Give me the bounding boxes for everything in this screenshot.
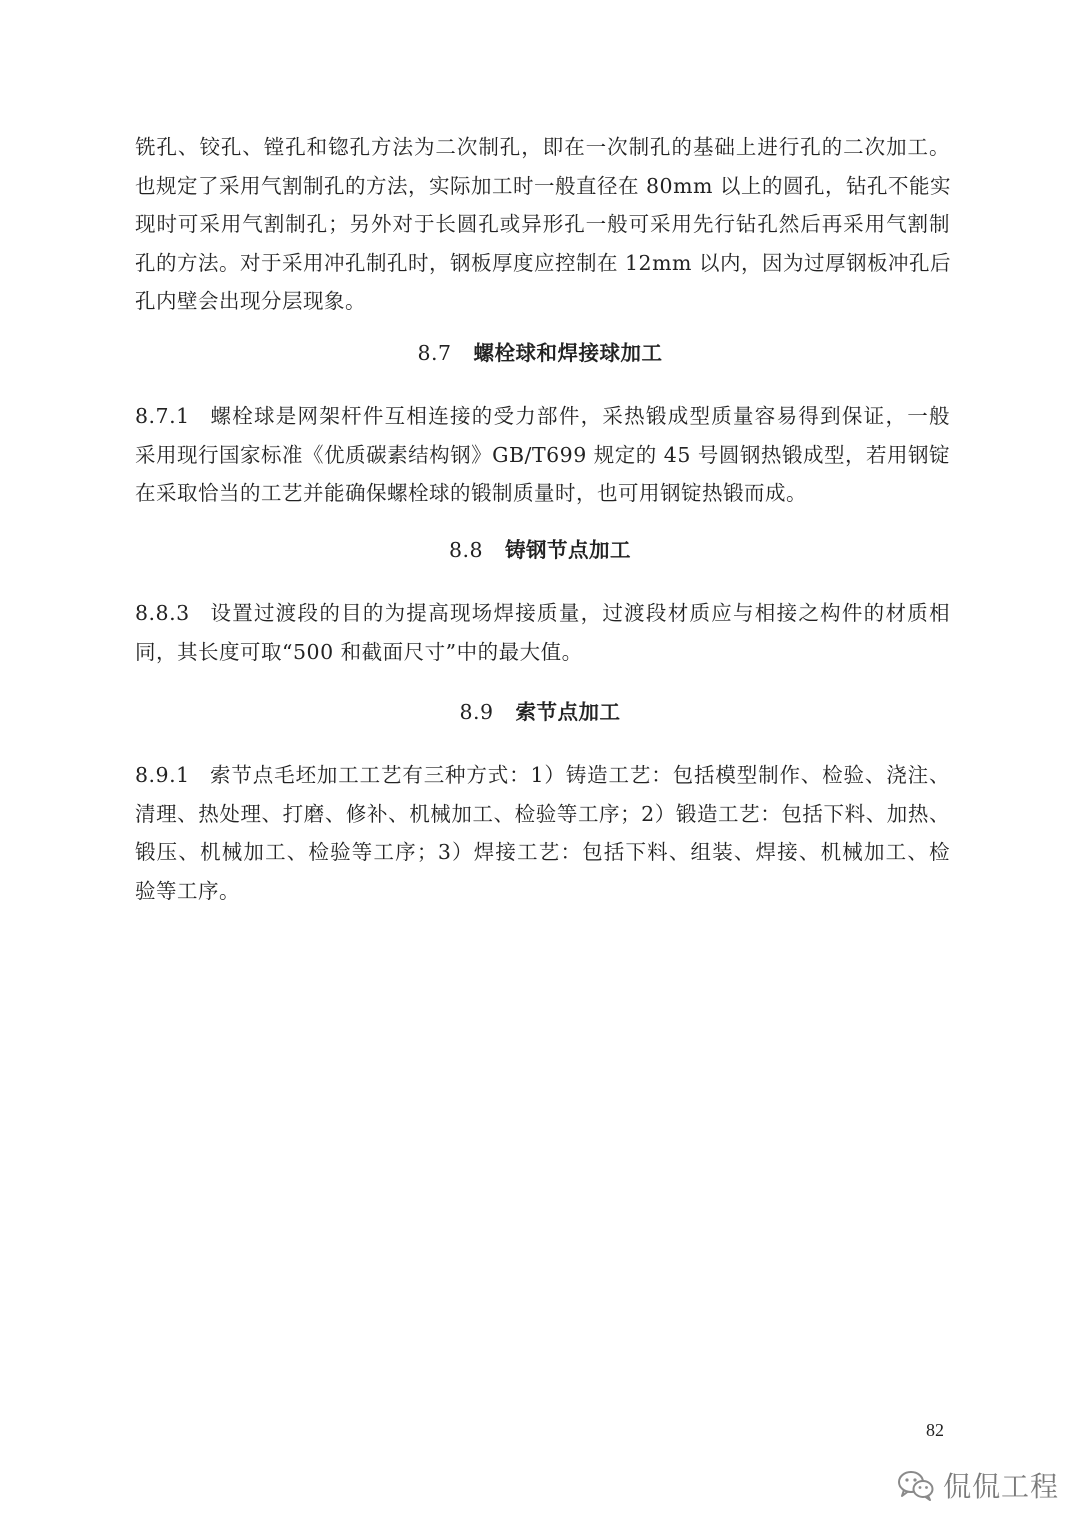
watermark: [897, 1465, 1059, 1505]
paragraph-line: 孔内壁会出现分层现象。: [135, 289, 366, 313]
paragraph-8-7-1: [135, 397, 950, 513]
paragraph-line: 清理、热处理、打磨、修补、机械加工、检验等工序；2）锻造工艺：包括下料、加热、: [135, 801, 950, 826]
paragraph-line: [135, 594, 950, 633]
paragraph-line: 孔的方法。对于采用冲孔制孔时，钢板厚度应控制在 12mm 以内，因为过厚钢板冲孔后: [135, 250, 951, 275]
section-number: 8.8: [448, 538, 484, 562]
paragraph-line: 也规定了采用气割制孔的方法，实际加工时一般直径在 80mm 以上的圆孔，钻孔不能实: [135, 173, 951, 198]
paragraph-number: 8.8.3: [135, 601, 190, 625]
section-heading-8-8: [0, 535, 1080, 565]
paragraph-line: 现时可采用气割制孔；另外对于长圆孔或异形孔一般可采用先行钻孔然后再采用气割制: [135, 212, 950, 236]
section-number: 8.9: [459, 700, 494, 724]
section-number: 8.7: [417, 341, 452, 365]
paragraph-line: 验等工序。: [135, 878, 240, 903]
page-number: 82: [926, 1420, 944, 1440]
paragraph-line: 锻压、机械加工、检验等工序；3）焊接工艺：包括下料、组装、焊接、机械加工、检: [135, 840, 950, 864]
section-heading-8-7: [0, 338, 1080, 368]
paragraph-line: 采用现行国家标准《优质碳素结构钢》GB/T699 规定的 45 号圆钢热锻成型，若用钢锭: [135, 442, 950, 467]
paragraph-line: 在采取恰当的工艺并能确保螺栓球的锻制质量时，也可用钢锭热锻而成。: [135, 481, 807, 505]
paragraph-8-9-1: [135, 756, 950, 910]
paragraph-text: 索节点毛坯加工工艺有三种方式：1）铸造工艺：包括模型制作、检验、浇注、: [209, 763, 950, 787]
paragraph-text: 螺栓球是网架杆件互相连接的受力部件，采热锻成型质量容易得到保证，一般: [209, 404, 950, 428]
paragraph-line: [135, 756, 950, 795]
section-title: 铸钢节点加工: [505, 538, 632, 562]
paragraph-line: 同，其长度可取“500 和截面尺寸”中的最大值。: [135, 639, 583, 664]
paragraph-number: 8.9.1: [135, 763, 190, 787]
paragraph-line: [135, 397, 950, 436]
watermark-text: 侃侃工程: [943, 1470, 1060, 1503]
paragraph-line: 铣孔、铰孔、镗孔和锪孔方法为二次制孔，即在一次制孔的基础上进行孔的二次加工。: [135, 135, 950, 159]
section-heading-8-9: [0, 697, 1080, 727]
paragraph-number: 8.7.1: [135, 404, 190, 428]
wechat-icon: [897, 1469, 935, 1501]
section-title: 螺栓球和焊接球加工: [473, 341, 663, 365]
section-title: 索节点加工: [515, 700, 621, 724]
intro-paragraph: [135, 128, 950, 321]
paragraph-8-8-3: [135, 594, 950, 671]
paragraph-text: 设置过渡段的目的为提高现场焊接质量，过渡段材质应与相接之构件的材质相: [209, 601, 950, 625]
